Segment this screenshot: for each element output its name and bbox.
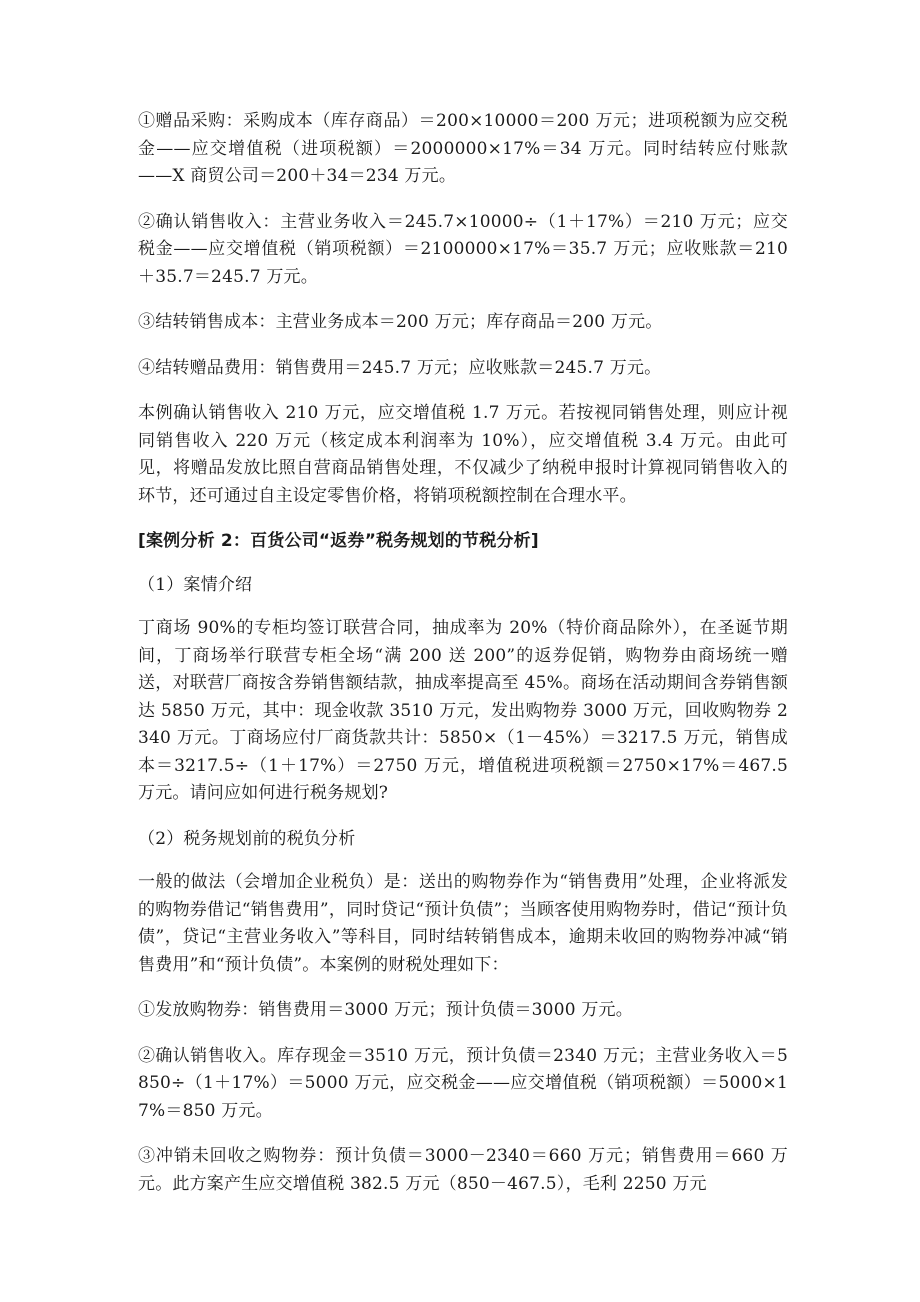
paragraph-confirm-revenue: ②确认销售收入：主营业务收入＝245.7×10000÷（1＋17%）＝210 万元；应交税金——应交增值税（销项税额）＝2100000×17%＝35.7 万元；应收账款＝210＋35.7＝245.7 万元。 (138, 211, 788, 287)
paragraph-gift-purchase: ①赠品采购：采购成本（库存商品）＝200×10000＝200 万元；进项税额为应交税金——应交增值税（进项税额）＝2000000×17%＝34 万元。同时结转应付账款——X 商贸公司＝200＋34＝234 万元。 (138, 111, 788, 186)
paragraph-gift-expense: ④结转赠品费用：销售费用＝245.7 万元；应收账款＝245.7 万元。 (138, 357, 662, 378)
paragraph-recognize-sales: ②确认销售收入。库存现金＝3510 万元，预计负债＝2340 万元；主营业务收入＝5850÷（1＋17%）＝5000 万元，应交税金——应交增值税（销项税额）＝5000×17%＝850 万元。 (138, 1045, 788, 1121)
paragraph-summary: 本例确认销售收入 210 万元，应交增值税 1.7 万元。若按视同销售处理，则应计视同销售收入 220 万元（核定成本利润率为 10%），应交增值税 3.4 万元。由此可见，将赠品发放比照自营商品销售处理，不仅减少了纳税申报时计算视同销售收入的环节，还可通过自主设定零售价格，将销项税额控制在合理水平。 (138, 403, 788, 506)
paragraph-carry-forward-cost: ③结转销售成本：主营业务成本＝200 万元；库存商品＝200 万元。 (138, 312, 663, 332)
document-page (138, 108, 788, 1216)
paragraph-common-practice: 一般的做法（会增加企业税负）是：送出的购物券作为“销售费用”处理，企业将派发的购物券借记“销售费用”，同时贷记“预计负债”；当顾客使用购物券时，借记“预计负债”，贷记“主营业务收入”等科目，同时结转销售成本，逾期未收回的购物券冲减“销售费用”和“预计负债”。本案例的财税处理如下： (138, 872, 788, 975)
paragraph-write-off-coupons: ③冲销未回收之购物券：预计负债＝3000－2340＝660 万元；销售费用＝660 万元。此方案产生应交增值税 382.5 万元（850－467.5），毛利 2250 万元 (138, 1146, 788, 1194)
section-heading-case-intro: （1）案情介绍 (138, 574, 253, 595)
case-analysis-title: [案例分析 2：百货公司“返券”税务规划的节税分析] (138, 531, 539, 551)
paragraph-case-intro: 丁商场 90%的专柜均签订联营合同，抽成率为 20%（特价商品除外），在圣诞节期间，丁商场举行联营专柜全场“满 200 送 200”的返券促销，购物券由商场统一赠送，对联营厂商按含券销售额结款，抽成率提高至 45%。商场在活动期间含券销售额达 5850 万元，其中：现金收款 3510 万元，发出购物券 3000 万元，回收购物券 2340 万元。丁商场应付厂商货款共计：5850×（1－45%）＝3217.5 万元，销售成本＝3217.5÷（1＋17%）＝2750 万元，增值税进项税额＝2750×17%＝467.5 万元。请问应如何进行税务规划? (138, 618, 788, 803)
paragraph-issue-coupons: ①发放购物券：销售费用＝3000 万元；预计负债＝3000 万元。 (138, 1000, 633, 1020)
section-heading-pre-planning: （2）税务规划前的税负分析 (138, 828, 356, 849)
